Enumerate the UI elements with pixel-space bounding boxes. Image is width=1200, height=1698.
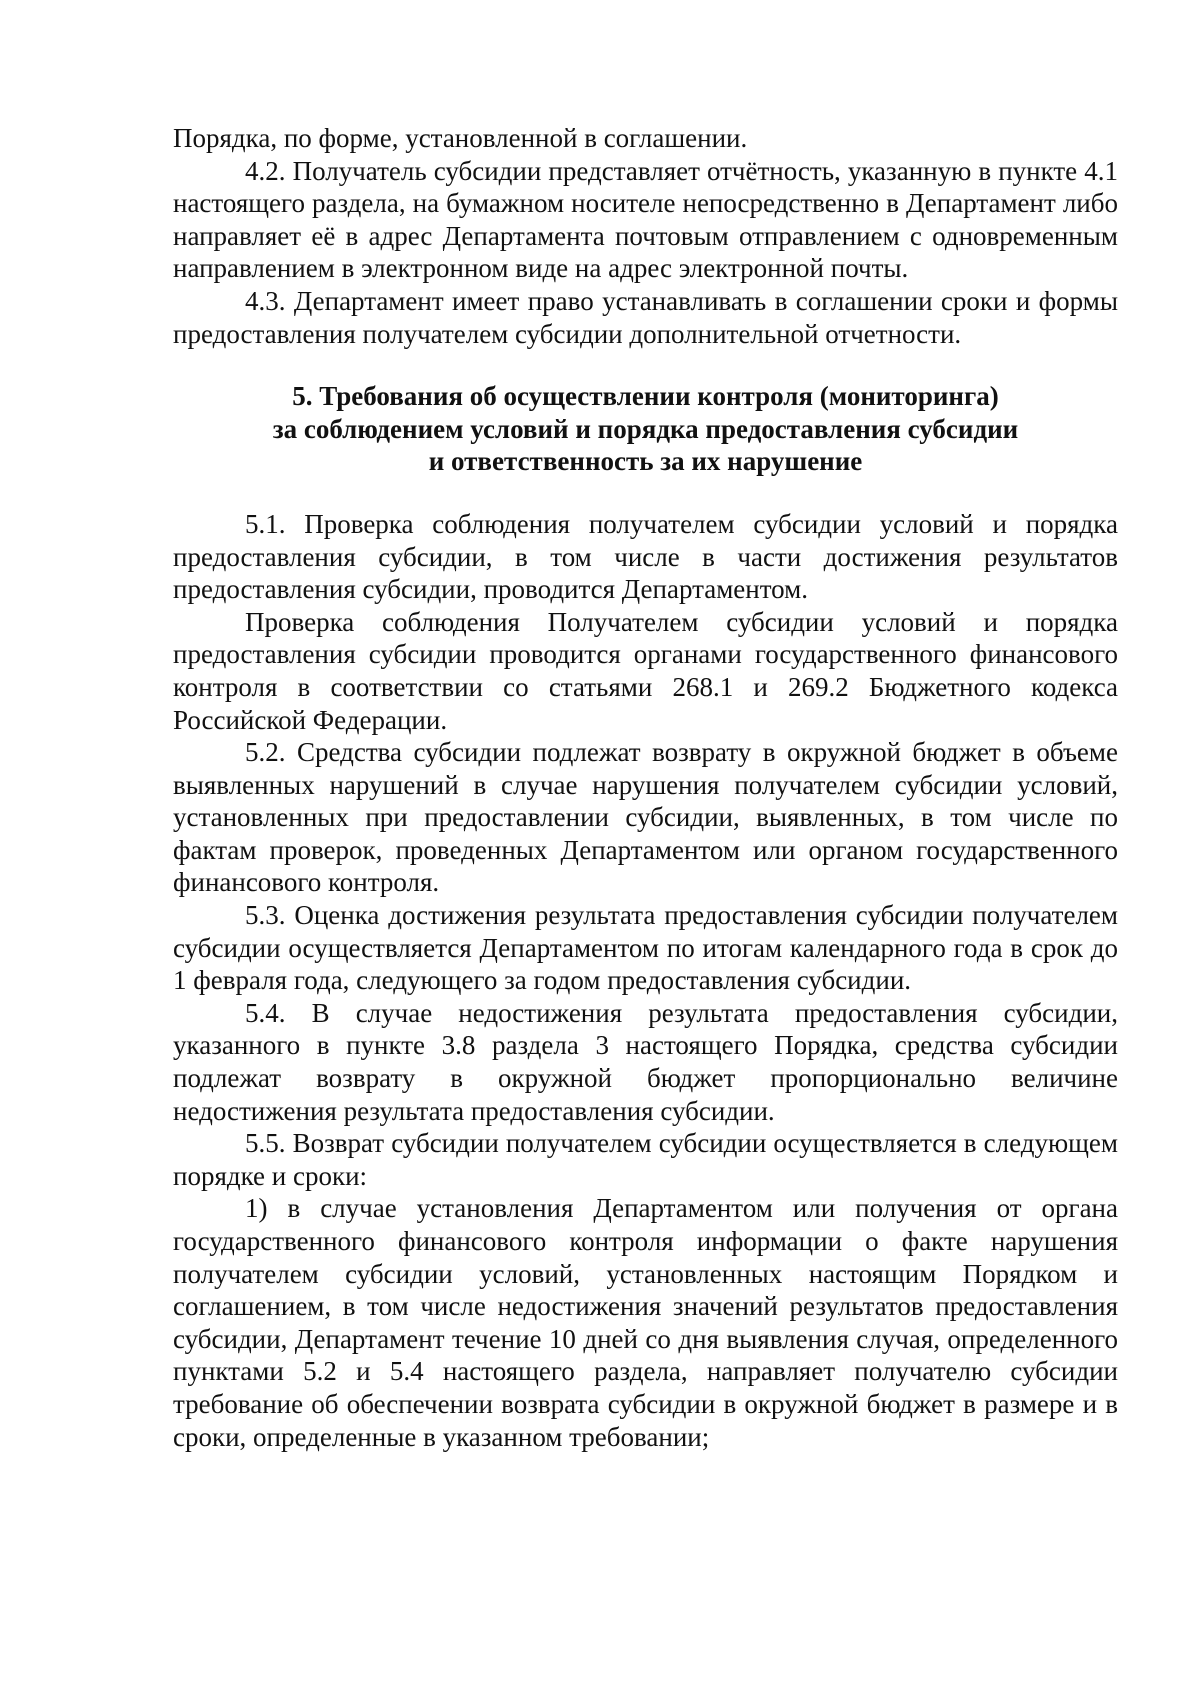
paragraph-5-1-control: Проверка соблюдения Получателем субсидии условий и порядка предоставления субсидии проводится органами государственного финансового контроля в соответствии со статьями 268.1 и 269.2 Бюджетного кодекса Российской Федерации. (173, 606, 1118, 735)
paragraph-5-1: 5.1. Проверка соблюдения получателем субсидии условий и порядка предоставления субсидии, в том числе в части достижения результатов предоставления субсидии, проводится Департаментом. (173, 508, 1118, 605)
document-body (173, 122, 1118, 1453)
paragraph-5-2: 5.2. Средства субсидии подлежат возврату в окружной бюджет в объеме выявленных нарушений в случае нарушения получателем субсидии условий, установленных при предоставлении субсидии, выявленных, в том числе по фактам проверок, проведенных Департаментом или органом государственного финансового контроля. (173, 737, 1118, 898)
section-heading-line-1: 5. Требования об осуществлении контроля (мониторинга) (292, 381, 999, 412)
paragraph-5-5: 5.5. Возврат субсидии получателем субсидии осуществляется в следующем порядке и сроки: (173, 1128, 1118, 1191)
paragraph-4-2: 4.2. Получатель субсидии представляет отчётность, указанную в пункте 4.1 настоящего раздела, на бумажном носителе непосредственно в Департамент либо направляет её в адрес Департамента почтовым отправлением с одновременным направлением в электронном виде на адрес электронной почты. (173, 155, 1118, 284)
section-heading-line-3: и ответственность за их нарушение (428, 446, 863, 477)
paragraph-5-4: 5.4. В случае недостижения результата предоставления субсидии, указанного в пункте 3.8 раздела 3 настоящего Порядка, средства субсидии подлежат возврату в окружной бюджет пропорционально величине недостижения результата предоставления субсидии. (173, 997, 1118, 1126)
paragraph-continuation: Порядка, по форме, установленной в соглашении. (173, 123, 748, 153)
section-5-heading (173, 380, 1118, 478)
paragraph-4-3: 4.3. Департамент имеет право устанавливать в соглашении сроки и формы предоставления получателем субсидии дополнительной отчетности. (173, 285, 1118, 349)
paragraph-5-5-item-1: 1) в случае установления Департаментом или получения от органа государственного финансового контроля информации о факте нарушения получателем субсидии условий, установленных настоящим Порядком и соглашением, в том числе недостижения значений результатов предоставления субсидии, Департамент течение 10 дней со дня выявления случая, определенного пунктами 5.2 и 5.4 настоящего раздела, направляет получателю субсидии требование об обеспечении возврата субсидии в окружной бюджет в размере и в сроки, определенные в указанном требовании; (173, 1193, 1118, 1452)
paragraph-5-3: 5.3. Оценка достижения результата предоставления субсидии получателем субсидии осуществляется Департаментом по итогам календарного года в срок до 1 февраля года, следующего за годом предоставления субсидии. (173, 900, 1118, 996)
section-heading-line-2: за соблюдением условий и порядка предоставления субсидии (272, 413, 1019, 444)
